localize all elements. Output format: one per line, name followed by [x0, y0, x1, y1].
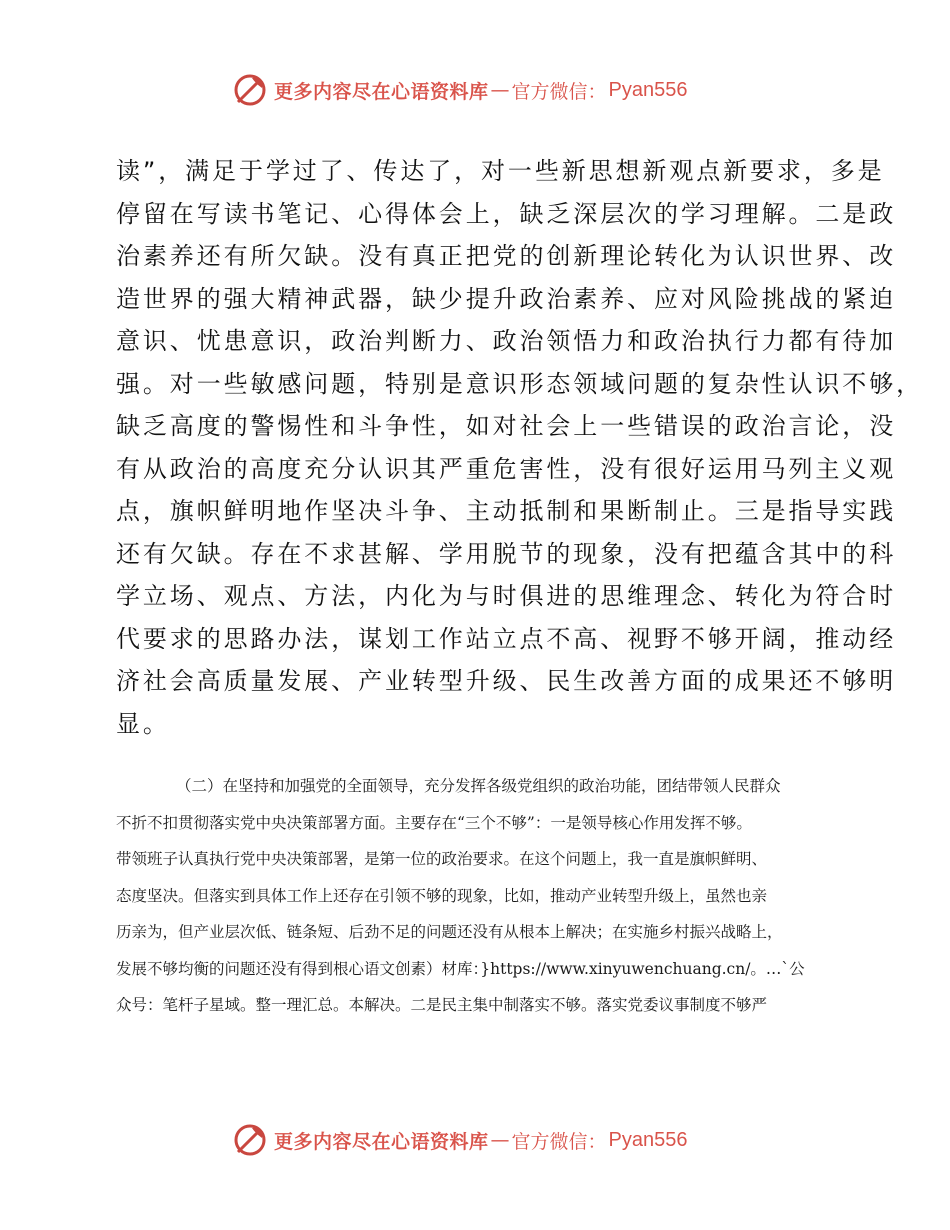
body-line: 济社会高质量发展、产业转型升级、民生改善方面的成果还不够明: [116, 667, 897, 695]
body-line: 造世界的强大精神武器，缺少提升政治素养、应对风险挑战的紧迫: [116, 284, 897, 313]
body-line: 有从政治的高度充分认识其严重危害性，没有很好运用马列主义观: [116, 454, 897, 483]
body-line: 历亲为，但产业层次低、链条短、后劲不足的问题还没有从根本上解决；在实施乡村振兴战略上，: [116, 923, 783, 941]
body-line: 强。对一些敏感问题，特别是意识形态领域问题的复杂性认识不够，: [116, 369, 923, 398]
body-line: 还有欠缺。存在不求甚解、学用脱节的现象，没有把蕴含其中的科: [116, 539, 897, 568]
body-line: 治素养还有所欠缺。没有真正把党的创新理论转化为认识世界、改: [116, 242, 897, 270]
body-line: 不折不扣贯彻落实党中央决策部署方面。主要存在“三个不够”：一是领导核心作用发挥不够。: [116, 813, 752, 832]
footer-banner: [232, 1120, 792, 1160]
banner-wechat-id: Pyan556: [608, 78, 688, 101]
body-line: 读”，满足于学过了、传达了，对一些新思想新观点新要求，多是: [116, 157, 885, 185]
quill-logo-icon: [232, 72, 268, 108]
body-line: 众号：笔杆子星域。整一理汇总。本解决。二是民主集中制落实不够。落实党委议事制度不够严: [116, 996, 768, 1014]
body-line: 代要求的思路办法，谋划工作站立点不高、视野不够开阔，推动经: [116, 624, 897, 653]
body-small-paragraph: [116, 768, 856, 1024]
banner-wechat-id: Pyan556: [608, 1128, 688, 1151]
body-line: 缺乏高度的警惕性和斗争性，如对社会上一些错误的政治言论，没: [116, 412, 897, 440]
body-line: 发展不够均衡的问题还没有得到根心语文创素）材库：}https://www.xinyuwenchuang.cn/。…`公: [116, 959, 805, 978]
banner-dash: —: [490, 1129, 510, 1151]
body-line: 学立场、观点、方法，内化为与时俱进的思维理念、转化为符合时: [116, 582, 897, 610]
body-large-paragraph: [116, 150, 923, 745]
banner-official-label: 官方微信：: [511, 80, 607, 103]
body-line: 意识、忧患意识，政治判断力、政治领悟力和政治执行力都有待加: [116, 327, 897, 355]
header-banner: [232, 70, 792, 110]
body-line: 显。: [116, 709, 170, 738]
banner-title: 更多内容尽在心语资料库: [274, 80, 489, 103]
banner-title: 更多内容尽在心语资料库: [274, 1130, 489, 1153]
banner-official-label: 官方微信：: [511, 1130, 607, 1153]
body-line: 点，旗帜鲜明地作坚决斗争、主动抵制和果断制止。三是指导实践: [116, 497, 897, 525]
body-line: 态度坚决。但落实到具体工作上还存在引领不够的现象，比如，推动产业转型升级上，虽然也亲: [116, 886, 768, 905]
section-heading-line: （二）在坚持和加强党的全面领导，充分发挥各级党组织的政治功能，团结带领人民群众: [176, 777, 781, 795]
banner-dash: —: [490, 79, 510, 101]
body-line: 停留在写读书笔记、心得体会上，缺乏深层次的学习理解。二是政: [116, 199, 897, 228]
body-line: 带领班子认真执行党中央决策部署，是第一位的政治要求。在这个问题上，我一直是旗帜鲜明、: [116, 850, 768, 868]
quill-logo-icon: [232, 1122, 268, 1158]
